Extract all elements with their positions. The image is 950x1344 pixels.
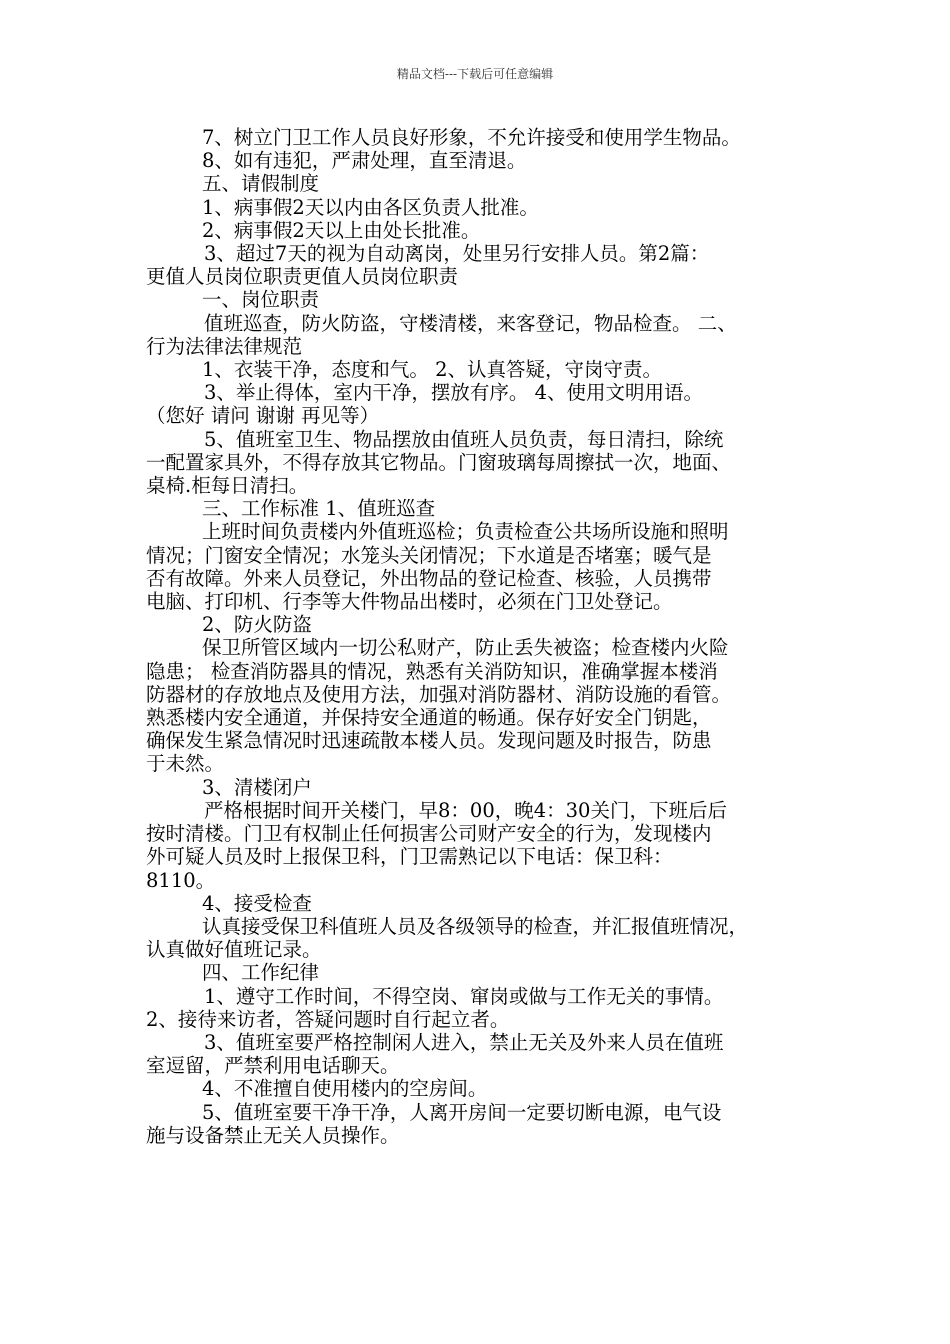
text-line: 2、接待来访者，答疑问题时自行起立者。 xyxy=(146,1007,510,1031)
text-line: 1、病事假2天以内由各区负责人批准。 xyxy=(202,195,539,219)
text-line: 确保发生紧急情况时迅速疏散本楼人员。发现问题及时报告，防患 xyxy=(146,729,712,753)
text-line: 2、病事假2天以上由处长批准。 xyxy=(202,218,481,242)
text-line: 室逗留，严禁利用电话聊天。 xyxy=(146,1054,400,1078)
text-line: 外可疑人员及时上报保卫科，门卫需熟记以下电话：保卫科： xyxy=(146,845,673,869)
text-line: 一配置家具外，不得存放其它物品。门窗玻璃每周擦拭一次，地面、 xyxy=(146,450,732,474)
text-line: 电脑、打印机、行李等大件物品出楼时，必须在门卫处登记。 xyxy=(146,590,673,614)
text-line: 3、举止得体，室内干净，摆放有序。 4、使用文明用语。 xyxy=(204,381,704,405)
text-line: 4、不准擅自使用楼内的空房间。 xyxy=(202,1077,488,1101)
text-line: 8、如有违犯，严肃处理，直至清退。 xyxy=(202,149,527,173)
text-line: 三、工作标准 1、值班巡查 xyxy=(202,497,436,521)
text-line: 值班巡查，防火防盗，守楼清楼，来客登记，物品检查。 二、 xyxy=(204,311,737,335)
text-line: 更值人员岗位职责更值人员岗位职责 xyxy=(146,265,459,289)
text-line: 上班时间负责楼内外值班巡检；负责检查公共场所设施和照明 xyxy=(202,520,729,544)
text-line: 3、值班室要严格控制闲人进入，禁止无关及外来人员在值班 xyxy=(204,1030,724,1054)
text-line: 3、超过7天的视为自动离岗，处里另行安排人员。第2篇： xyxy=(204,242,710,266)
text-line: 1、遵守工作时间，不得空岗、窜岗或做与工作无关的事情。 xyxy=(204,984,724,1008)
text-line: （您好 请问 谢谢 再见等） xyxy=(146,404,380,428)
text-line: 熟悉楼内安全通道，并保持安全通道的畅通。保存好安全门钥匙， xyxy=(146,706,712,730)
text-line: 严格根据时间开关楼门，早8：00，晚4：30关门，下班后后 xyxy=(204,798,727,822)
text-line: 7、树立门卫工作人员良好形象，不允许接受和使用学生物品。 xyxy=(202,126,741,149)
text-line: 按时清楼。门卫有权制止任何损害公司财产安全的行为，发现楼内 xyxy=(146,822,712,846)
text-line: 5、值班室卫生、物品摆放由值班人员负责，每日清扫，除统 xyxy=(204,427,724,451)
text-line: 否有故障。外来人员登记，外出物品的登记检查、核验，人员携带 xyxy=(146,566,712,590)
page-header: 精品文档---下载后可任意编辑 xyxy=(396,67,554,81)
text-line: 2、防火防盗 xyxy=(202,613,312,637)
text-line: 行为法律法律规范 xyxy=(146,334,303,358)
text-line: 5、值班室要干净干净，人离开房间一定要切断电源，电气设 xyxy=(202,1100,722,1124)
text-line: 情况；门窗安全情况；水笼头关闭情况；下水道是否堵塞；暖气是 xyxy=(146,543,712,567)
text-line: 3、清楼闭户 xyxy=(202,775,312,799)
text-line: 8110。 xyxy=(146,868,216,892)
text-line: 4、接受检查 xyxy=(202,891,312,915)
text-line: 认真接受保卫科值班人员及各级领导的检查，并汇报值班情况， xyxy=(202,914,749,938)
text-line: 桌椅.柜每日清扫。 xyxy=(146,474,309,498)
text-line: 防器材的存放地点及使用方法，加强对消防器材、消防设施的看管。 xyxy=(146,682,732,706)
text-line: 认真做好值班记录。 xyxy=(146,938,322,962)
document-body xyxy=(146,126,826,1147)
text-line: 四、工作纪律 xyxy=(202,961,320,985)
text-line: 保卫所管区域内一切公私财产，防止丢失被盗；检查楼内火险 xyxy=(202,636,729,660)
text-line: 隐患； 检查消防器具的情况，熟悉有关消防知识，准确掌握本楼消 xyxy=(146,659,718,683)
text-line: 施与设备禁止无关人员操作。 xyxy=(146,1123,400,1147)
text-line: 1、衣装干净，态度和气。 2、认真答疑，守岗守责。 xyxy=(202,358,663,382)
text-line: 一、岗位职责 xyxy=(202,288,320,312)
text-line: 五、请假制度 xyxy=(202,172,320,196)
text-line: 于未然。 xyxy=(146,752,225,776)
